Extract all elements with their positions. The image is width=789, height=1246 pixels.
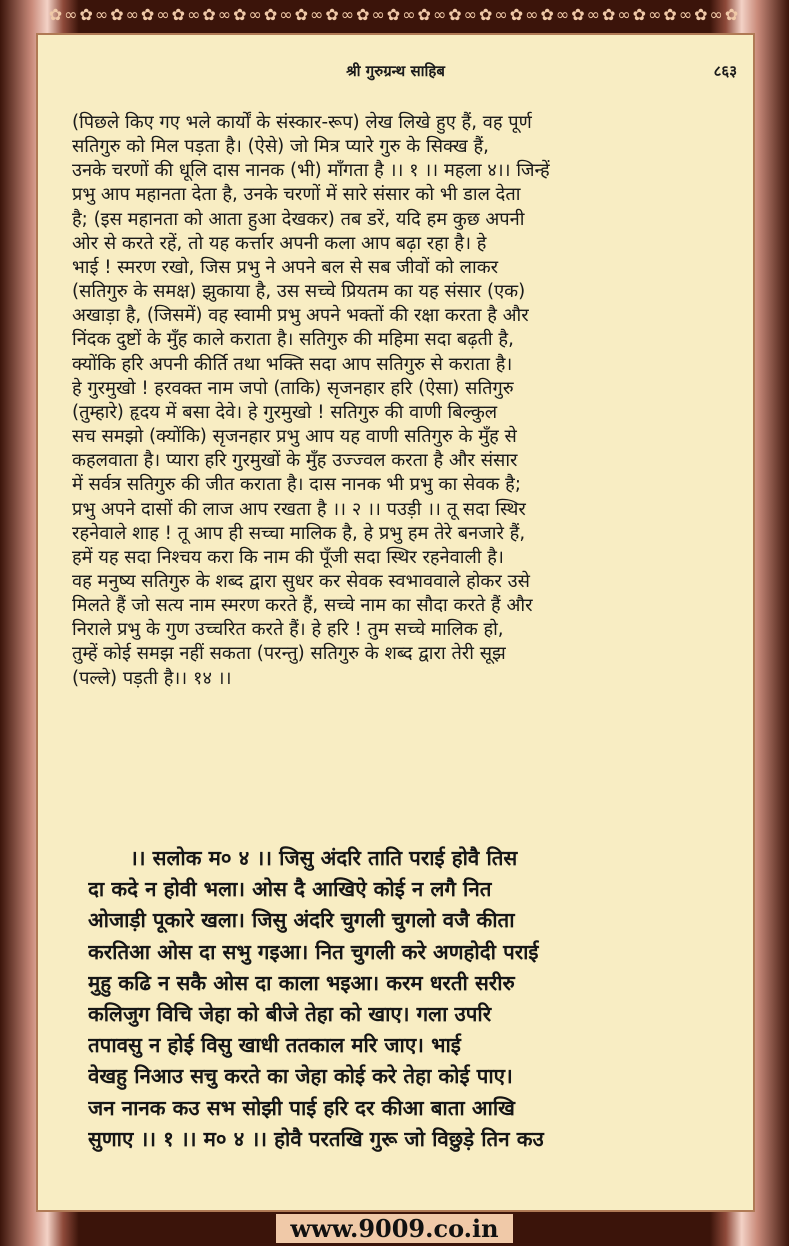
translation-line: (पिछले किए गए भले कार्यों के संस्कार-रूप) लेख लिखे हुए हैं, वह पूर्ण xyxy=(72,112,532,133)
translation-line: सतिगुरु को मिल पड़ता है। (ऐसे) जो मित्र प्यारे गुरु के सिक्ख हैं, xyxy=(72,136,489,158)
translation-line: सच समझो (क्योंकि) सृजनहार प्रभु आप यह वाणी सतिगुरु के मुँह से xyxy=(72,426,517,448)
translation-line: क्योंकि हरि अपनी कीर्ति तथा भक्ति सदा आप सतिगुरु से कराता है। xyxy=(72,353,513,375)
translation-line: प्रभु अपने दासों की लाज आप रखता है ।। २ ।। पउड़ी ।। तू सदा स्थिर xyxy=(72,498,526,520)
translation-line: निराले प्रभु के गुण उच्चरित करते हैं। हे हरि ! तुम सच्चे मालिक हो, xyxy=(72,619,504,641)
translation-line: निंदक दुष्टों के मुँह काले कराता है। सतिगुरु की महिमा सदा बढ़ती है, xyxy=(72,329,514,351)
salok-line: वेखहु निआउ सचु करते का जेहा कोई करे तेहा कोई पाए। xyxy=(88,1064,513,1089)
salok-line: मुहु कढि न सकै ओस दा काला भइआ। करम धरती सरीरु xyxy=(88,970,515,995)
salok-line: दा कदे न होवी भला। ओस दै आखिऐ कोई न लगै नित xyxy=(88,877,492,902)
translation-line: हमें यह सदा निश्चय करा कि नाम की पूँजी सदा स्थिर रहनेवाली है। xyxy=(72,546,504,568)
translation-line: (सतिगुरु के समक्ष) झुकाया है, उस सच्चे प्रियतम का यह संसार (एक) xyxy=(72,281,526,303)
translation-line: रहनेवाले शाह ! तू आप ही सच्चा मालिक है, हे प्रभु हम तेरे बनजारे हैं, xyxy=(72,522,526,544)
salok-line: ।। सलोक म० ४ ।। जिसु अंदरि ताति पराई होवै तिस xyxy=(130,846,518,870)
translation-line: अखाड़ा है, (जिसमें) वह स्वामी प्रभु अपने भक्तों की रक्षा करता है और xyxy=(72,305,529,327)
translation-line: उनके चरणों की धूलि दास नानक (भी) माँगता है ।। १ ।। महला ४।। जिन्हें xyxy=(72,160,550,182)
translation-line: कहलवाता है। प्यारा हरि गुरमुखों के मुँह उज्ज्वल करता है और संसार xyxy=(72,450,518,472)
page-header xyxy=(38,61,753,85)
salok-line: तपावसु न होई विसु खाधी ततकाल मरि जाए। भाई xyxy=(88,1033,461,1058)
website-footer xyxy=(0,1214,789,1243)
translation-line: हे गुरमुखो ! हरवक्त नाम जपो (ताकि) सृजनहार हरि (ऐसा) सतिगुरु xyxy=(72,377,514,399)
scripture-page xyxy=(36,33,755,1212)
translation-block xyxy=(72,111,737,691)
page-title: श्री गुरुग्रन्थ साहिब xyxy=(346,62,445,80)
salok-line: ओजाड़ी पूकारे खला। जिसु अंदरि चुगली चुगलो वजै कीता xyxy=(88,908,515,933)
translation-line: में सर्वत्र सतिगुरु की जीत कराता है। दास नानक भी प्रभु का सेवक है; xyxy=(72,474,521,496)
translation-line: भाई ! स्मरण रखो, जिस प्रभु ने अपने बल से सब जीवों को लाकर xyxy=(72,256,499,278)
translation-line: प्रभु आप महानता देता है, उनके चरणों में सारे संसार को भी डाल देता xyxy=(72,184,521,206)
top-ornament-border: ✿∞✿∞✿∞✿∞✿∞✿∞✿∞✿∞✿∞✿∞✿∞✿∞✿∞✿∞✿∞✿∞✿∞✿∞✿∞✿∞✿∞✿∞✿ xyxy=(48,4,741,24)
salok-line: करतिआ ओस दा सभु गइआ। नित चुगली करे अणहोदी पराई xyxy=(88,939,539,964)
translation-line: है; (इस महानता को आता हुआ देखकर) तब डरें, यदि हम कुछ अपनी xyxy=(72,208,525,230)
translation-line: (पल्ले) पड़ती है।। १४ ।। xyxy=(72,667,232,689)
translation-line: वह मनुष्य सतिगुरु के शब्द द्वारा सुधर कर सेवक स्वभाववाले होकर उसे xyxy=(72,570,530,592)
salok-line: जन नानक कउ सभ सोझी पाई हरि दर कीआ बाता आखि xyxy=(88,1095,515,1120)
salok-line: सुणाए ।। १ ।। म० ४ ।। होवै परतखि गुरू जो विछुड़े तिन कउ xyxy=(88,1126,544,1151)
translation-line: ओर से करते रहें, तो यह कर्त्तार अपनी कला आप बढ़ा रहा है। हे xyxy=(72,232,487,254)
salok-line: कलिजुग विचि जेहा को बीजे तेहा को खाए। गला उपरि xyxy=(88,1002,492,1027)
translation-line: तुम्हें कोई समझ नहीं सकता (परन्तु) सतिगुरु के शब्द द्वारा तेरी सूझ xyxy=(72,643,506,665)
translation-line: मिलते हैं जो सत्य नाम स्मरण करते हैं, सच्चे नाम का सौदा करते हैं और xyxy=(72,595,533,617)
salok-block xyxy=(88,843,723,1155)
page-number: ८६३ xyxy=(713,62,737,80)
website-url: www.9009.co.in xyxy=(276,1214,512,1243)
translation-line: (तुम्हारे) हृदय में बसा देवे। हे गुरमुखो ! सतिगुरु की वाणी बिल्कुल xyxy=(72,401,498,423)
